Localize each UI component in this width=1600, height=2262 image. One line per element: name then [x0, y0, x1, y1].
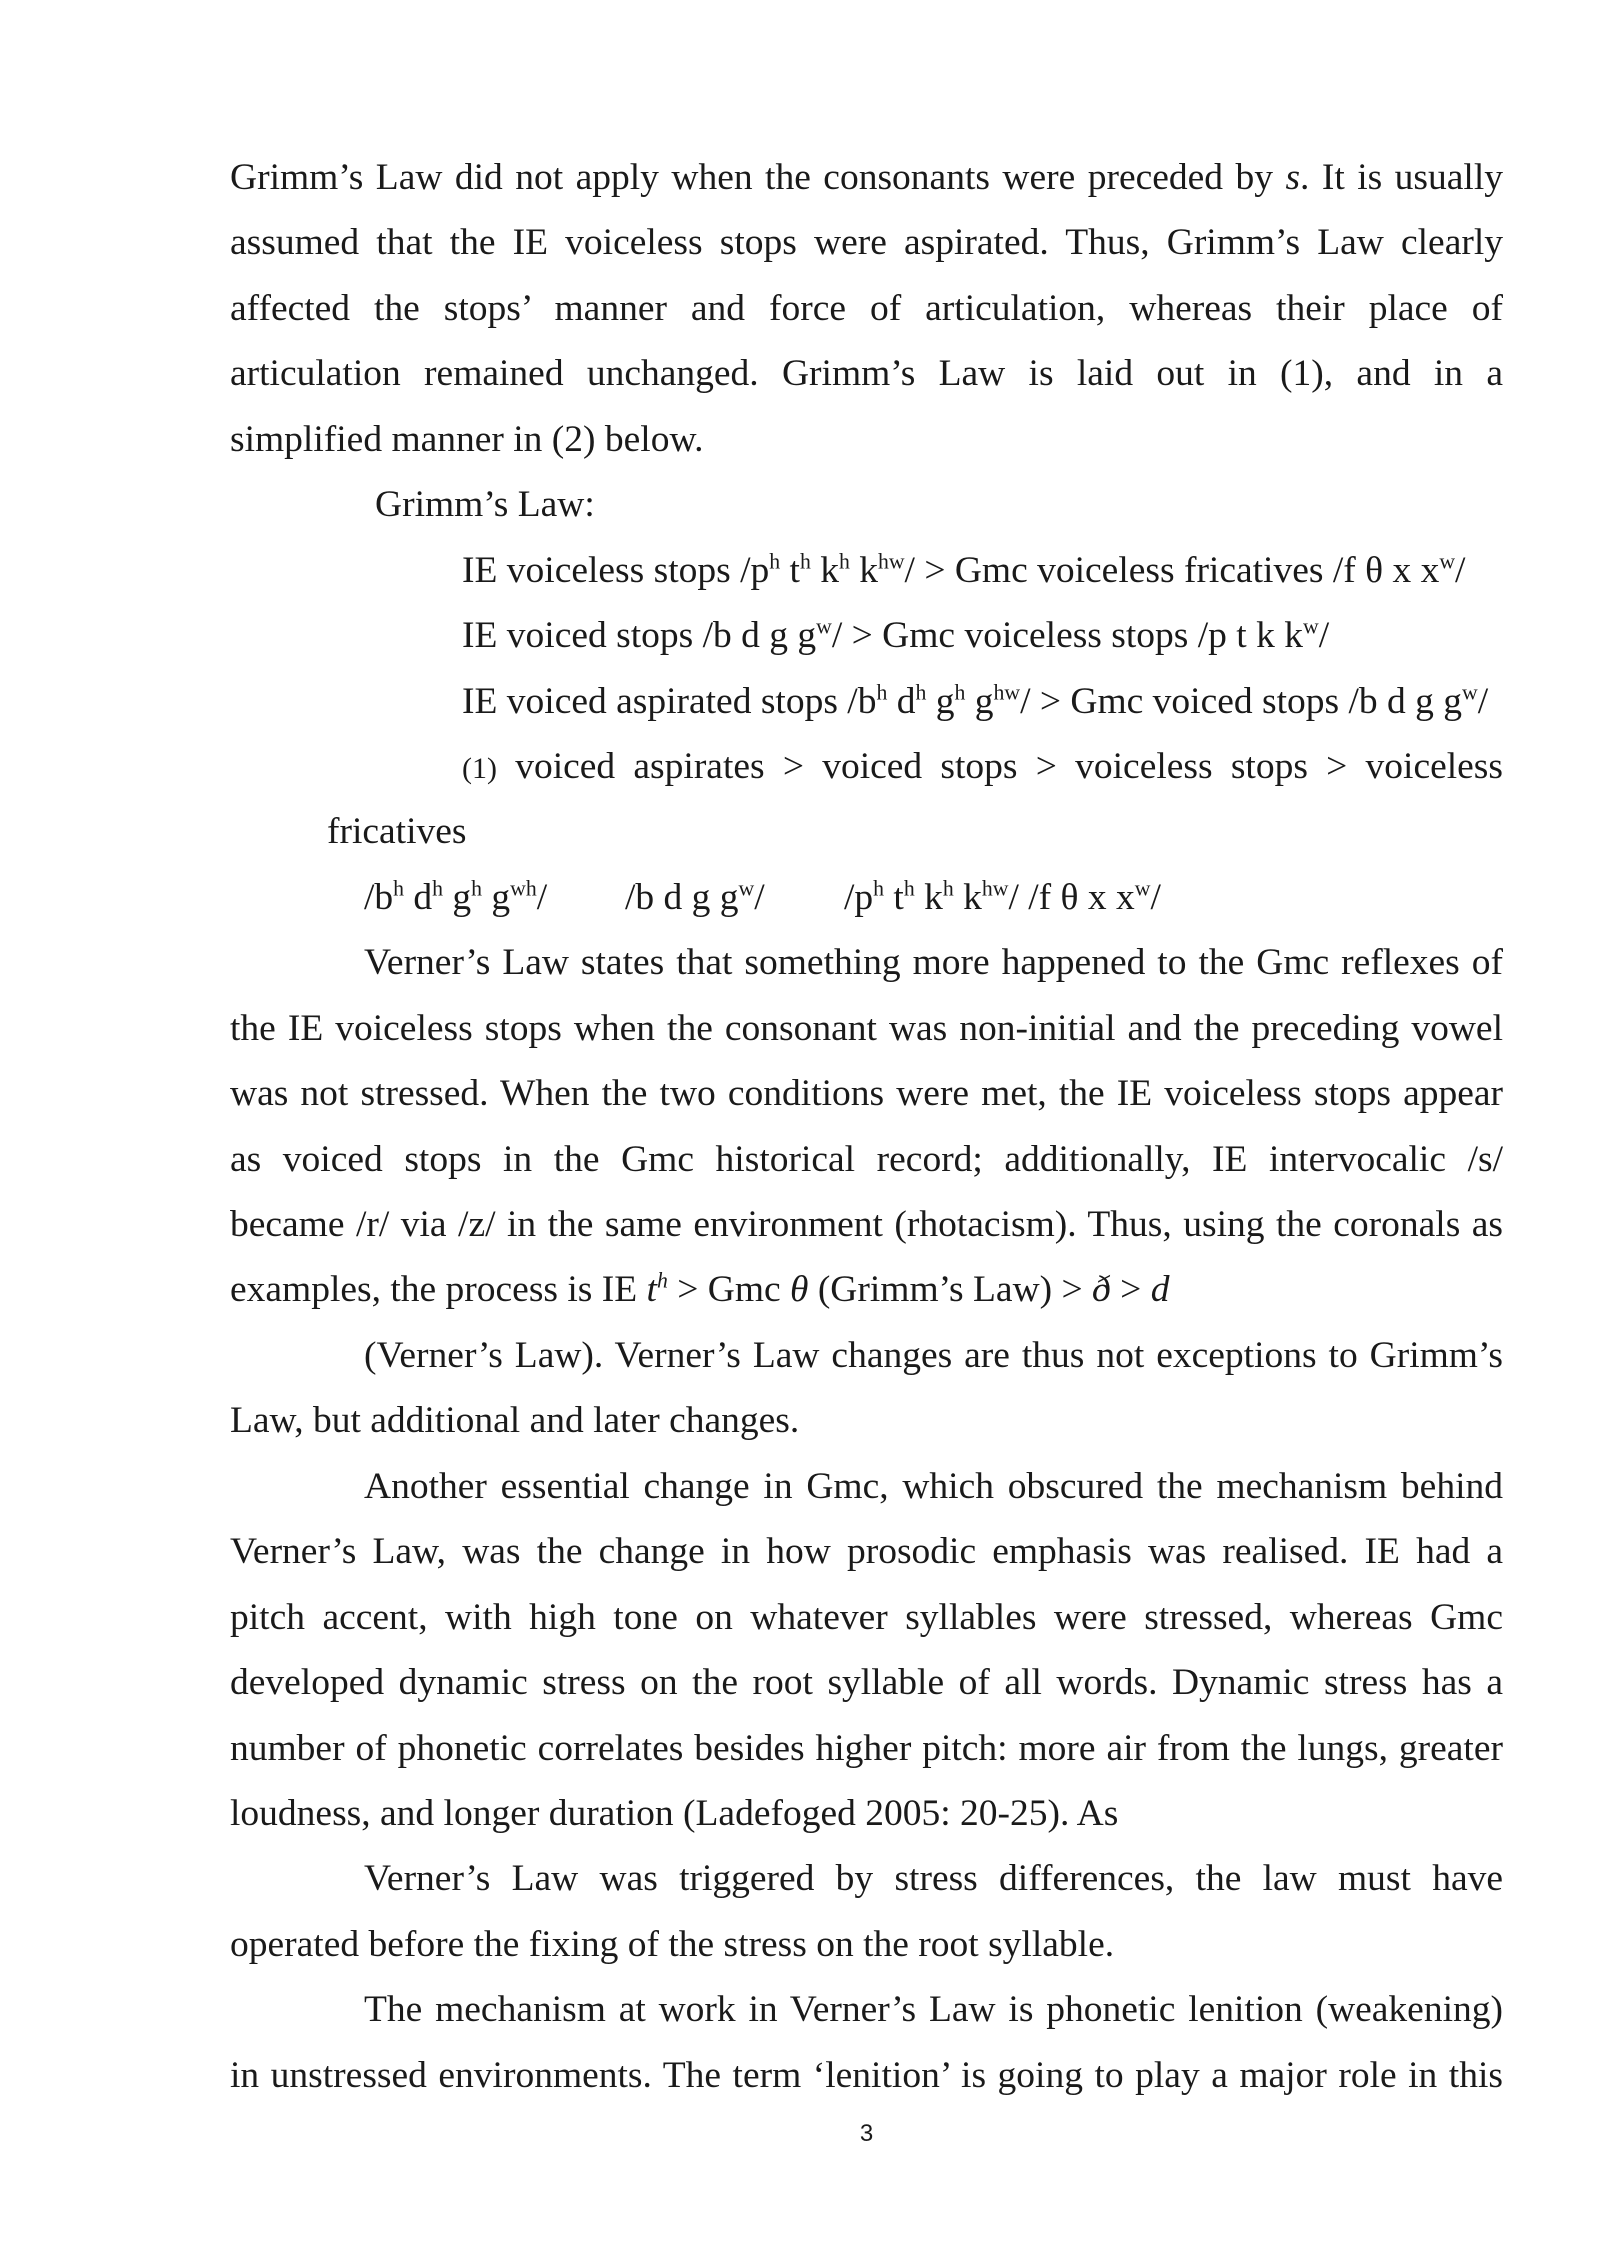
- example-number: (1): [462, 751, 497, 785]
- text-segment: t: [884, 876, 904, 918]
- text-segment: k: [810, 549, 839, 591]
- text-line: The mechanism at work in Verner’s Law is phonetic lenition (weakening): [364, 1989, 1503, 2031]
- text-segment: /p: [844, 876, 874, 918]
- superscript: w: [816, 614, 832, 639]
- text-segment: g: [482, 876, 511, 918]
- superscript: h: [876, 680, 888, 704]
- superscript: hw: [877, 549, 905, 574]
- text-segment: / > Gmc voiced stops /b d g g: [1020, 680, 1463, 722]
- grimms-law-rule: [230, 669, 1503, 734]
- text-segment: g: [965, 680, 994, 722]
- grimms-law-rule: [230, 538, 1503, 603]
- text-segment: /: [1477, 680, 1489, 722]
- superscript: hw: [981, 876, 1009, 901]
- superscript: h: [942, 876, 954, 901]
- text-line: simplified manner in (2) below.: [230, 418, 704, 460]
- text-segment: /: [1318, 615, 1330, 657]
- superscript: w: [1462, 680, 1478, 704]
- text-segment: (Grimm’s Law) >: [808, 1269, 1093, 1311]
- text-line: as voiced stops in the Gmc historical record; additionally, IE intervocalic /s/: [230, 1138, 1503, 1180]
- text-line: Verner’s Law was triggered by stress differences, the law must have: [364, 1858, 1503, 1900]
- text-line: became /r/ via /z/ in the same environment (rhotacism). Thus, using the coronals as: [230, 1204, 1503, 1245]
- text-line: number of phonetic correlates besides higher pitch: more air from the lungs, greater: [230, 1727, 1503, 1769]
- text-line: [230, 145, 1503, 210]
- phoneme-group: [844, 865, 1161, 930]
- text-segment: /: [1150, 876, 1161, 918]
- superscript: h: [432, 876, 444, 901]
- text-segment: /b: [364, 876, 394, 918]
- text-segment: k: [849, 549, 878, 591]
- italic-term: ð: [1092, 1269, 1111, 1311]
- example-phoneme-row: [230, 865, 1503, 930]
- grimms-law-rule: [230, 603, 1503, 668]
- text-line: in unstressed environments. The term ‘lenition’ is going to play a major role in this: [230, 2054, 1503, 2096]
- text-line: pitch accent, with high tone on whatever syllables were stressed, whereas Gmc: [230, 1596, 1503, 1638]
- text-segment: d: [887, 680, 916, 722]
- text-line: was not stressed. When the two conditions were met, the IE voiceless stops appear: [230, 1073, 1503, 1115]
- text-line: Another essential change in Gmc, which obscured the mechanism behind: [364, 1465, 1503, 1507]
- example-line: [230, 734, 1503, 799]
- superscript: h: [656, 1268, 668, 1293]
- italic-term: s: [1285, 157, 1301, 198]
- superscript: w: [738, 876, 755, 901]
- text-segment: >: [1110, 1269, 1151, 1311]
- superscript: h: [393, 876, 405, 901]
- text-segment: t: [780, 549, 800, 591]
- text-segment: . It is usually: [1300, 157, 1503, 198]
- superscript: h: [838, 549, 850, 574]
- text-line: Verner’s Law, was the change in how prosodic emphasis was realised. IE had a: [230, 1531, 1503, 1573]
- superscript: wh: [510, 876, 537, 901]
- superscript: h: [873, 876, 885, 901]
- italic-term: t: [646, 1269, 657, 1311]
- text-segment: /b d g g: [625, 876, 739, 918]
- text-segment: k: [914, 876, 943, 918]
- text-segment: / > Gmc voiceless stops /p t k k: [831, 615, 1303, 657]
- text-segment: k: [953, 876, 982, 918]
- text-segment: IE voiced aspirated stops /b: [462, 680, 877, 722]
- text-line: Law, but additional and later changes.: [230, 1400, 800, 1442]
- text-segment: d: [404, 876, 433, 918]
- superscript: h: [915, 680, 927, 704]
- italic-term: d: [1150, 1269, 1170, 1311]
- text-segment: IE voiced stops /b d g g: [462, 615, 817, 657]
- body-text: [230, 145, 1503, 2108]
- text-line: operated before the fixing of the stress on the root syllable.: [230, 1923, 1115, 1965]
- superscript: h: [799, 549, 811, 574]
- text-segment: Grimm’s Law did not apply when the consonants were preceded by: [230, 157, 1286, 198]
- text-segment: / /f θ x x: [1008, 876, 1135, 918]
- text-line: the IE voiceless stops when the consonant was non-initial and the preceding vowel: [230, 1007, 1503, 1049]
- text-segment: /: [536, 876, 548, 918]
- text-line: affected the stops’ manner and force of articulation, whereas their place of: [230, 287, 1503, 329]
- text-line: loudness, and longer duration (Ladefoged 2005: 20-25). As: [230, 1792, 1119, 1834]
- text-segment: IE voiceless stops /p: [462, 549, 770, 591]
- text-line: articulation remained unchanged. Grimm’s Law is laid out in (1), and in a: [230, 353, 1503, 395]
- text-line: Verner’s Law states that something more happened to the Gmc reflexes of: [364, 942, 1503, 984]
- text-segment: /: [754, 876, 765, 918]
- text-segment: voiced aspirates > voiced stops > voiceless stops > voiceless: [515, 745, 1503, 787]
- superscript: w: [1302, 614, 1319, 639]
- text-segment: g: [926, 680, 955, 722]
- page-number: 3: [859, 2120, 874, 2147]
- superscript: h: [471, 876, 483, 901]
- grimms-law-heading: Grimm’s Law:: [375, 484, 595, 526]
- text-segment: /: [1455, 549, 1466, 591]
- superscript: hw: [993, 680, 1021, 704]
- superscript: h: [769, 549, 781, 574]
- text-segment: g: [443, 876, 472, 918]
- text-line: assumed that the IE voiceless stops were aspirated. Thus, Grimm’s Law clearly: [230, 222, 1503, 264]
- superscript: w: [1439, 549, 1456, 574]
- phoneme-group: [625, 865, 765, 930]
- text-line: (Verner’s Law). Verner’s Law changes are thus not exceptions to Grimm’s: [364, 1334, 1503, 1376]
- text-segment: examples, the process is IE: [230, 1269, 647, 1311]
- text-line: developed dynamic stress on the root syllable of all words. Dynamic stress has a: [230, 1662, 1503, 1704]
- example-line: fricatives: [327, 811, 467, 853]
- superscript: h: [903, 876, 915, 901]
- italic-term: θ: [790, 1269, 809, 1311]
- phoneme-group: [364, 865, 547, 930]
- text-line: [230, 1257, 1503, 1322]
- superscript: h: [954, 680, 966, 704]
- superscript: w: [1134, 876, 1151, 901]
- text-segment: / > Gmc voiceless fricatives /f θ x x: [904, 549, 1440, 591]
- text-segment: > Gmc: [667, 1269, 791, 1311]
